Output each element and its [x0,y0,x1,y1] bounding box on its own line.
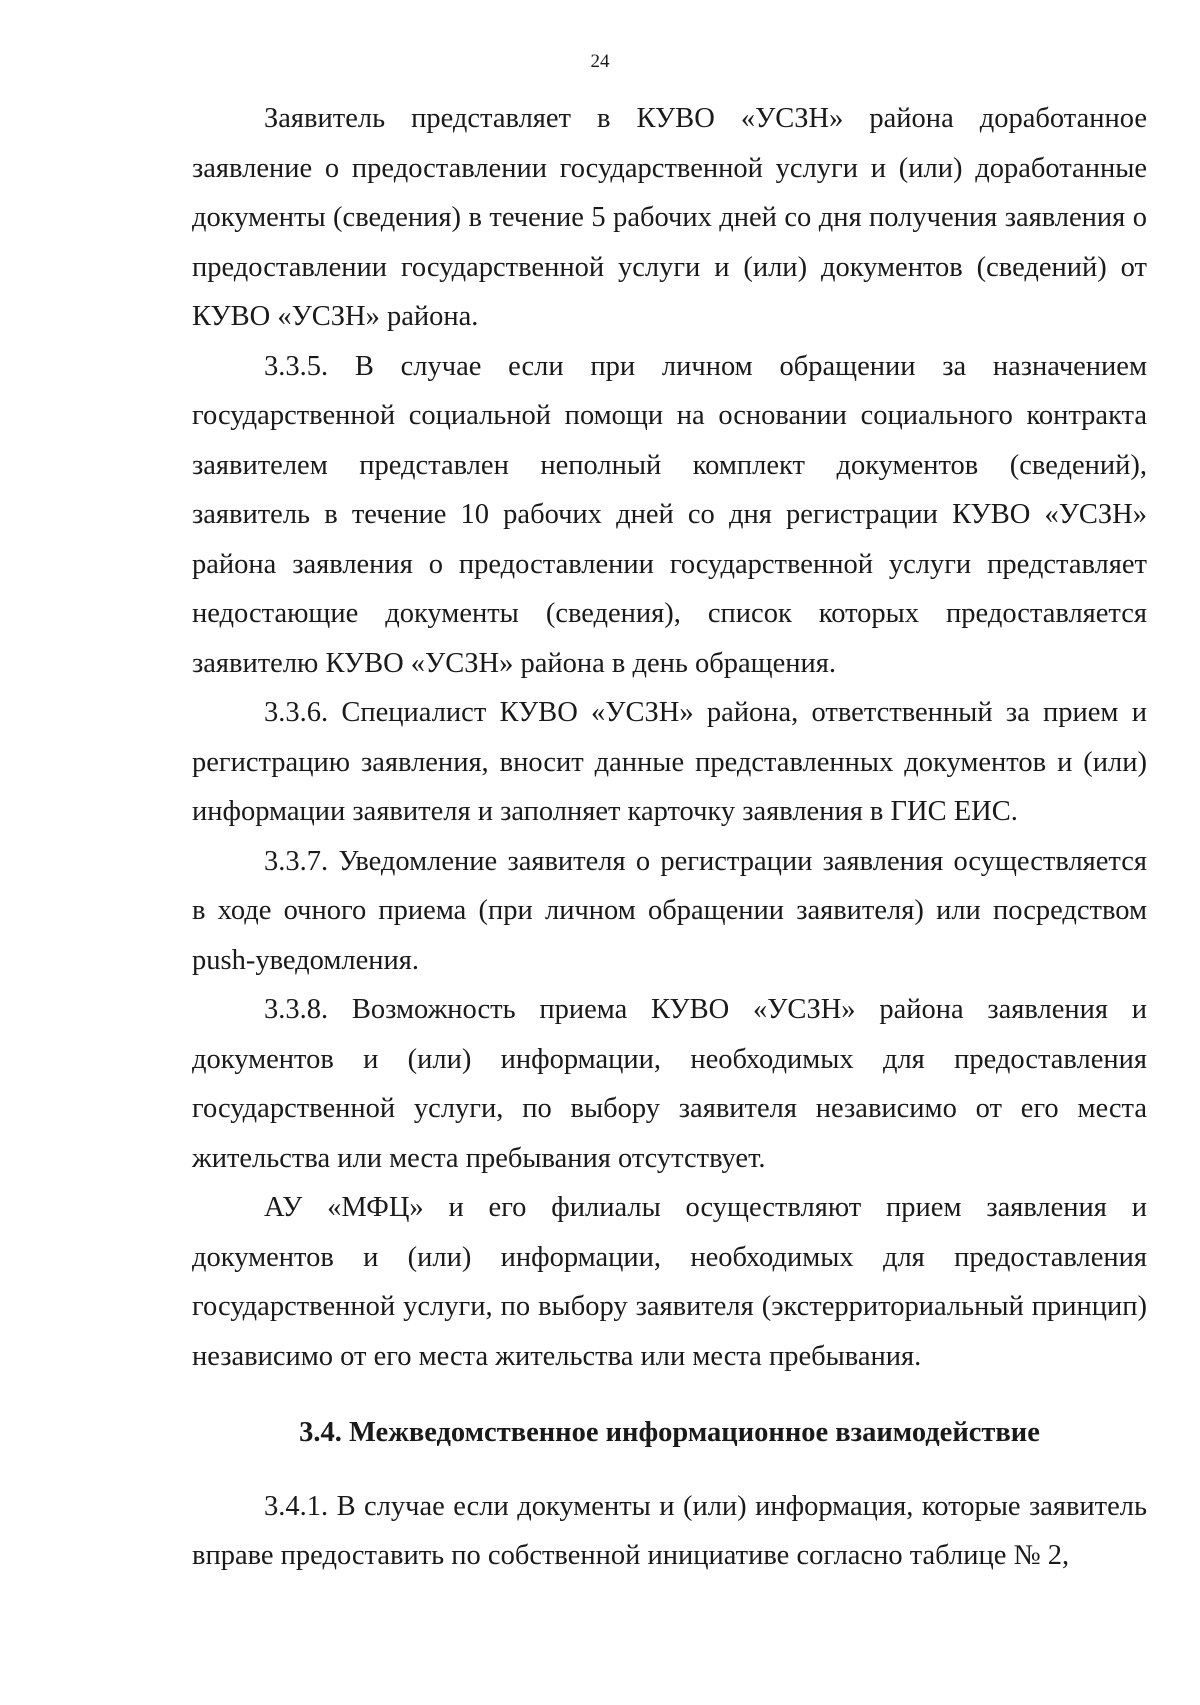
paragraph-3-3-6: 3.3.6. Специалист КУВО «УСЗН» района, ответственный за прием и регистрацию заявления, вносит данные представленных документов и (или) информации заявителя и заполняет карточку заявления в ГИС ЕИС. [192,697,1147,827]
paragraph-3-3-5: 3.3.5. В случае если при личном обращении за назначением государственной социальной помощи на основании социального контракта заявителем представлен неполный комплект документов (сведений), заявитель в течение 10 рабочих дней со дня регистрации КУВО «УСЗН» района заявления о предоставлении государственной услуги представляет недостающие документы (сведения), список которых предоставляется заявителю КУВО «УСЗН» района в день обращения. [192,350,1147,679]
page-number: 24 [590,51,610,72]
document-body [192,94,1147,1581]
paragraph-3-4-1: 3.4.1. В случае если документы и (или) информация, которые заявитель вправе предоставить по собственной инициативе согласно таблице № 2, [192,1490,1147,1571]
paragraph-3-3-7: 3.3.7. Уведомление заявителя о регистрации заявления осуществляется в ходе очного приема (при личном обращении заявителя) или посредством push-уведомления. [192,845,1147,976]
paragraph-3-3-8: 3.3.8. Возможность приема КУВО «УСЗН» района заявления и документов и (или) информации, необходимых для предоставления государственной услуги, по выбору заявителя независимо от его места жительства или места пребывания отсутствует. [192,994,1147,1174]
paragraph-resubmission: Заявитель представляет в КУВО «УСЗН» района доработанное заявление о предоставлении государственной услуги и (или) доработанные документы (сведения) в течение 5 рабочих дней со дня получения заявления о предоставлении государственной услуги и (или) документов (сведений) от КУВО «УСЗН» района. [192,103,1147,332]
section-heading: 3.4. Межведомственное информационное взаимодействие [299,1417,1040,1448]
paragraph-mfc: АУ «МФЦ» и его филиалы осуществляют прием заявления и документов и (или) информации, необходимых для предоставления государственной услуги, по выбору заявителя (экстерриториальный принцип) независимо от его места жительства или места пребывания. [192,1192,1147,1372]
